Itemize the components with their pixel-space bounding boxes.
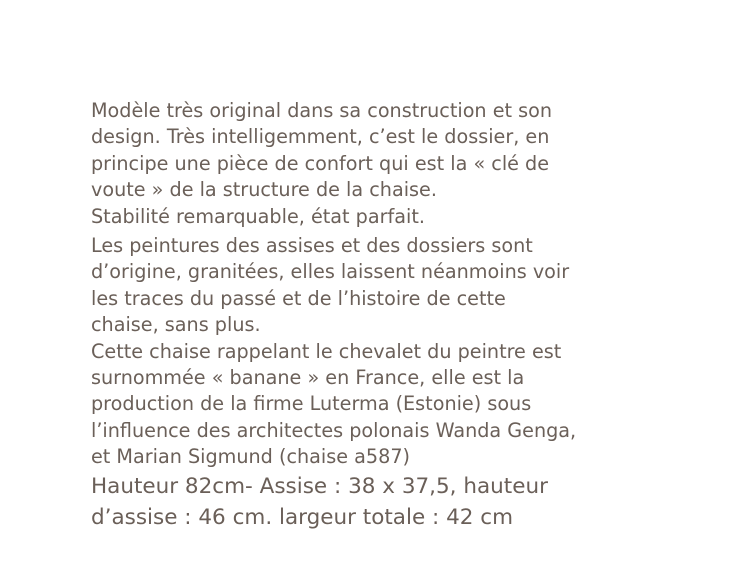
description-paragraph-history: Cette chaise rappelant le chevalet du peintre est surnommée « banane » en France, elle est la production de la firme Luterma (Estonie) sous l’influence des architectes polonais Wanda Genga, et Marian Sigmund (chaise a587) (91, 339, 577, 469)
description-paragraph-paint: Les peintures des assises et des dossiers sont d’origine, granitées, elles laissent néanmoins voir les traces du passé et de l’histoire de cette chaise, sans plus. (91, 234, 570, 337)
description-paragraph-stability: Stabilité remarquable, état parfait. (91, 204, 425, 228)
description-paragraph-construction: Modèle très original dans sa construction et son design. Très intelligemment, c’est le dossier, en principe une pièce de confort qui est la « clé de voute » de la structure de la chaise. (91, 99, 553, 202)
dimensions-text: Hauteur 82cm- Assise : 38 x 37,5, hauteur d’assise : 46 cm. largeur totale : 42 cm (91, 473, 548, 530)
product-description (91, 98, 691, 533)
